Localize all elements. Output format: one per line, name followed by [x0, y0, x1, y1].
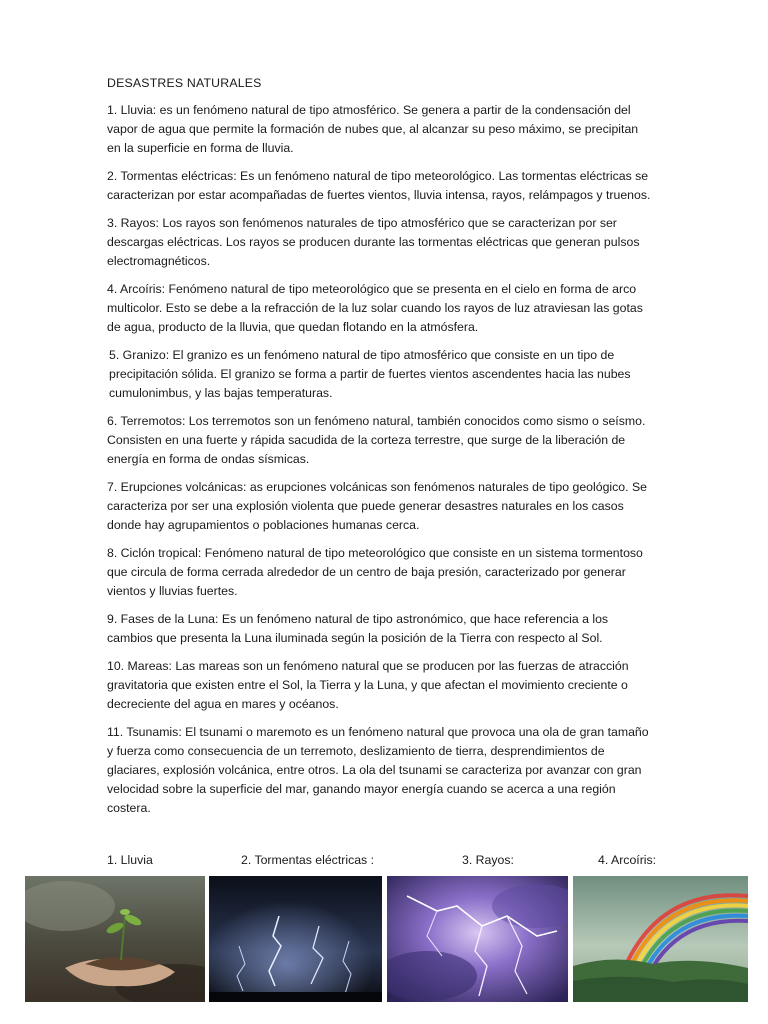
caption-arcoiris: 4. Arcoíris: — [598, 853, 657, 867]
purple-lightning-photo — [387, 876, 568, 1002]
paragraph-mareas: 10. Mareas: Las mareas son un fenómeno natural que se producen por las fuerzas de atracción gravitatoria que existen entre el Sol, la Tierra y la Luna, y que afectan el movimiento creciente o decreciente del agua en mares y océanos. — [107, 659, 629, 711]
caption-rayos: 3. Rayos: — [462, 853, 514, 867]
hands-seedling-photo — [25, 876, 205, 1002]
paragraph-ciclon: 8. Ciclón tropical: Fenómeno natural de tipo meteorológico que consiste en un sistema tormentoso que circula de forma cerrada alrededor de un centro de baja presión, caracterizado por generar vientos y lluvias fuertes. — [107, 546, 643, 598]
paragraph-granizo: 5. Granizo: El granizo es un fenómeno natural de tipo atmosférico que consiste en un tipo de precipitación sólida. El granizo se forma a partir de fuertes vientos ascendentes hacia las nubes cumulonimbus, y las bajas temperaturas. — [109, 348, 631, 400]
paragraph-erupciones: 7. Erupciones volcánicas: as erupciones volcánicas son fenómenos naturales de tipo geológico. Se caracteriza por ser una explosión violenta que puede generar desastres naturales en los casos donde hay agrupamientos o poblaciones humanas cerca. — [107, 480, 648, 532]
paragraph-tsunamis: 11. Tsunamis: El tsunami o maremoto es un fenómeno natural que provoca una ola de gran tamaño y fuerza como consecuencia de un terremoto, deslizamiento de tierra, desprendimientos de glaciares, explosión volcánica, entre otros. La ola del tsunami se caracteriza por avanzar con gran velocidad sobre la superficie del mar, ganando mayor energía cuando se acerca a una región costera. — [107, 725, 649, 815]
paragraph-lluvia: 1. Lluvia: es un fenómeno natural de tipo atmosférico. Se genera a partir de la condensación del vapor de agua que permite la formación de nubes que, al alcanzar su peso máximo, se precipitan en la superficie en forma de lluvia. — [107, 103, 639, 155]
night-lightning-photo — [209, 876, 382, 1002]
paragraph-terremotos: 6. Terremotos: Los terremotos son un fenómeno natural, también conocidos como sismo o seísmo. Consisten en una fuerte y rápida sacudida de la corteza terrestre, que surge de la liberación de energía en forma de ondas sísmicas. — [107, 414, 646, 466]
document-body — [107, 74, 655, 827]
paragraph-fases-luna: 9. Fases de la Luna: Es un fenómeno natural de tipo astronómico, que hace referencia a los cambios que presenta la Luna iluminada según la posición de la Tierra con respecto al Sol. — [107, 612, 609, 645]
paragraph-tormentas: 2. Tormentas eléctricas: Es un fenómeno natural de tipo meteorológico. Las tormentas eléctricas se caracterizan por estar acompañadas de fuertes vientos, lluvia intensa, rayos, relámpagos y truenos. — [107, 169, 651, 202]
image-captions — [0, 853, 768, 873]
paragraph-rayos: 3. Rayos: Los rayos son fenómenos naturales de tipo atmosférico que se caracterizan por ser descargas eléctricas. Los rayos se producen durante las tormentas eléctricas que generan pulsos electromagnéticos. — [107, 216, 640, 268]
paragraph-arcoiris: 4. Arcoíris: Fenómeno natural de tipo meteorológico que se presenta en el cielo en forma de arco multicolor. Esto se debe a la refracción de la luz solar cuando los rayos de luz atraviesan las gotas de agua, producto de la lluvia, que quedan flotando en la atmósfera. — [107, 282, 643, 334]
caption-tormentas: 2. Tormentas eléctricas : — [241, 853, 375, 867]
rainbow-landscape-photo — [573, 876, 748, 1002]
document-title: DESASTRES NATURALES — [107, 76, 262, 90]
caption-lluvia: 1. Lluvia — [107, 853, 153, 867]
